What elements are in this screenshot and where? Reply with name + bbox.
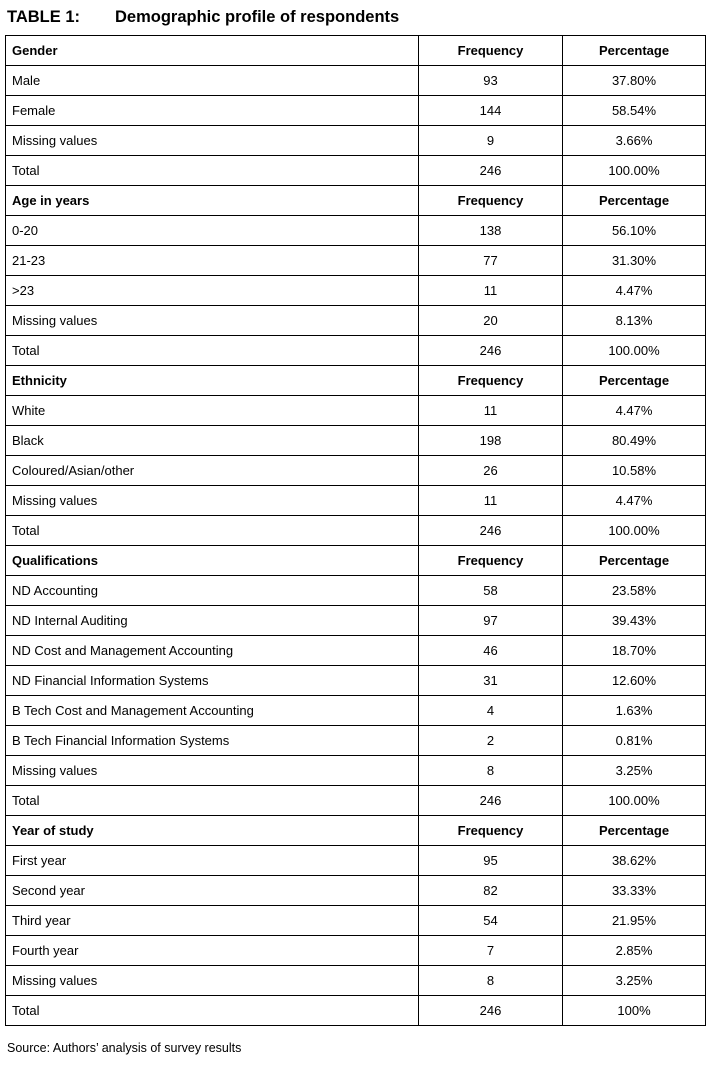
demographic-table	[5, 35, 706, 1026]
row-label: Total	[6, 156, 419, 186]
table-row	[6, 936, 706, 966]
source-note: Source: Authors’ analysis of survey results	[7, 1041, 242, 1055]
percentage-cell: 100%	[563, 996, 706, 1026]
row-label: Third year	[6, 906, 419, 936]
row-label: White	[6, 396, 419, 426]
table-row	[6, 606, 706, 636]
frequency-column-header: Frequency	[419, 36, 563, 66]
percentage-cell: 4.47%	[563, 276, 706, 306]
percentage-column-header: Percentage	[563, 366, 706, 396]
frequency-cell: 138	[419, 216, 563, 246]
frequency-cell: 8	[419, 966, 563, 996]
percentage-cell: 0.81%	[563, 726, 706, 756]
frequency-column-header: Frequency	[419, 546, 563, 576]
row-label: Female	[6, 96, 419, 126]
table-row	[6, 516, 706, 546]
section-heading: Gender	[6, 36, 419, 66]
row-label: First year	[6, 846, 419, 876]
table-row	[6, 876, 706, 906]
frequency-cell: 77	[419, 246, 563, 276]
frequency-cell: 97	[419, 606, 563, 636]
table-row	[6, 426, 706, 456]
table-row	[6, 66, 706, 96]
frequency-cell: 4	[419, 696, 563, 726]
percentage-column-header: Percentage	[563, 816, 706, 846]
table-row	[6, 966, 706, 996]
table-row	[6, 906, 706, 936]
section-heading: Year of study	[6, 816, 419, 846]
row-label: Total	[6, 996, 419, 1026]
section-heading: Ethnicity	[6, 366, 419, 396]
table-row	[6, 756, 706, 786]
row-label: ND Cost and Management Accounting	[6, 636, 419, 666]
table-row	[6, 636, 706, 666]
percentage-cell: 3.66%	[563, 126, 706, 156]
percentage-cell: 4.47%	[563, 486, 706, 516]
percentage-cell: 3.25%	[563, 966, 706, 996]
frequency-cell: 93	[419, 66, 563, 96]
table-row	[6, 396, 706, 426]
percentage-cell: 4.47%	[563, 396, 706, 426]
table-row	[6, 846, 706, 876]
percentage-cell: 21.95%	[563, 906, 706, 936]
frequency-cell: 246	[419, 516, 563, 546]
frequency-cell: 11	[419, 486, 563, 516]
frequency-cell: 246	[419, 786, 563, 816]
section-heading: Age in years	[6, 186, 419, 216]
percentage-cell: 2.85%	[563, 936, 706, 966]
row-label: B Tech Financial Information Systems	[6, 726, 419, 756]
frequency-cell: 246	[419, 996, 563, 1026]
table-caption: Demographic profile of respondents	[115, 8, 400, 26]
frequency-cell: 9	[419, 126, 563, 156]
row-label: 0-20	[6, 216, 419, 246]
frequency-cell: 7	[419, 936, 563, 966]
row-label: Black	[6, 426, 419, 456]
section-header-row	[6, 816, 706, 846]
table-row	[6, 666, 706, 696]
percentage-cell: 100.00%	[563, 156, 706, 186]
percentage-cell: 80.49%	[563, 426, 706, 456]
frequency-cell: 2	[419, 726, 563, 756]
frequency-cell: 11	[419, 396, 563, 426]
section-header-row	[6, 546, 706, 576]
percentage-cell: 56.10%	[563, 216, 706, 246]
table-row	[6, 216, 706, 246]
table-row	[6, 276, 706, 306]
frequency-cell: 31	[419, 666, 563, 696]
table-row	[6, 156, 706, 186]
table-row	[6, 246, 706, 276]
row-label: Missing values	[6, 756, 419, 786]
table-row	[6, 456, 706, 486]
table-row	[6, 576, 706, 606]
percentage-cell: 100.00%	[563, 786, 706, 816]
section-heading: Qualifications	[6, 546, 419, 576]
frequency-cell: 95	[419, 846, 563, 876]
frequency-column-header: Frequency	[419, 366, 563, 396]
table-row	[6, 696, 706, 726]
percentage-column-header: Percentage	[563, 36, 706, 66]
row-label: Missing values	[6, 486, 419, 516]
frequency-cell: 198	[419, 426, 563, 456]
row-label: 21-23	[6, 246, 419, 276]
percentage-cell: 18.70%	[563, 636, 706, 666]
row-label: Total	[6, 336, 419, 366]
percentage-cell: 31.30%	[563, 246, 706, 276]
frequency-cell: 58	[419, 576, 563, 606]
table-row	[6, 126, 706, 156]
row-label: Missing values	[6, 306, 419, 336]
frequency-cell: 246	[419, 336, 563, 366]
table-row	[6, 726, 706, 756]
percentage-cell: 1.63%	[563, 696, 706, 726]
frequency-cell: 46	[419, 636, 563, 666]
percentage-cell: 100.00%	[563, 336, 706, 366]
frequency-cell: 144	[419, 96, 563, 126]
row-label: ND Financial Information Systems	[6, 666, 419, 696]
section-header-row	[6, 186, 706, 216]
row-label: ND Accounting	[6, 576, 419, 606]
row-label: >23	[6, 276, 419, 306]
section-header-row	[6, 366, 706, 396]
percentage-cell: 3.25%	[563, 756, 706, 786]
row-label: Missing values	[6, 126, 419, 156]
table-row	[6, 336, 706, 366]
table-row	[6, 306, 706, 336]
row-label: Coloured/Asian/other	[6, 456, 419, 486]
frequency-cell: 20	[419, 306, 563, 336]
percentage-cell: 39.43%	[563, 606, 706, 636]
row-label: Total	[6, 516, 419, 546]
row-label: Male	[6, 66, 419, 96]
section-header-row	[6, 36, 706, 66]
frequency-cell: 26	[419, 456, 563, 486]
table-number: TABLE 1:	[7, 8, 81, 26]
percentage-column-header: Percentage	[563, 546, 706, 576]
frequency-cell: 54	[419, 906, 563, 936]
frequency-cell: 246	[419, 156, 563, 186]
percentage-cell: 8.13%	[563, 306, 706, 336]
percentage-cell: 10.58%	[563, 456, 706, 486]
row-label: Fourth year	[6, 936, 419, 966]
frequency-cell: 82	[419, 876, 563, 906]
frequency-cell: 11	[419, 276, 563, 306]
percentage-cell: 37.80%	[563, 66, 706, 96]
percentage-cell: 38.62%	[563, 846, 706, 876]
table-row	[6, 786, 706, 816]
frequency-column-header: Frequency	[419, 186, 563, 216]
row-label: ND Internal Auditing	[6, 606, 419, 636]
percentage-cell: 100.00%	[563, 516, 706, 546]
table-row	[6, 996, 706, 1026]
table-title	[7, 5, 399, 29]
table-row	[6, 96, 706, 126]
percentage-cell: 58.54%	[563, 96, 706, 126]
frequency-column-header: Frequency	[419, 816, 563, 846]
percentage-cell: 33.33%	[563, 876, 706, 906]
row-label: B Tech Cost and Management Accounting	[6, 696, 419, 726]
percentage-cell: 23.58%	[563, 576, 706, 606]
percentage-cell: 12.60%	[563, 666, 706, 696]
percentage-column-header: Percentage	[563, 186, 706, 216]
row-label: Second year	[6, 876, 419, 906]
row-label: Missing values	[6, 966, 419, 996]
table-row	[6, 486, 706, 516]
row-label: Total	[6, 786, 419, 816]
frequency-cell: 8	[419, 756, 563, 786]
